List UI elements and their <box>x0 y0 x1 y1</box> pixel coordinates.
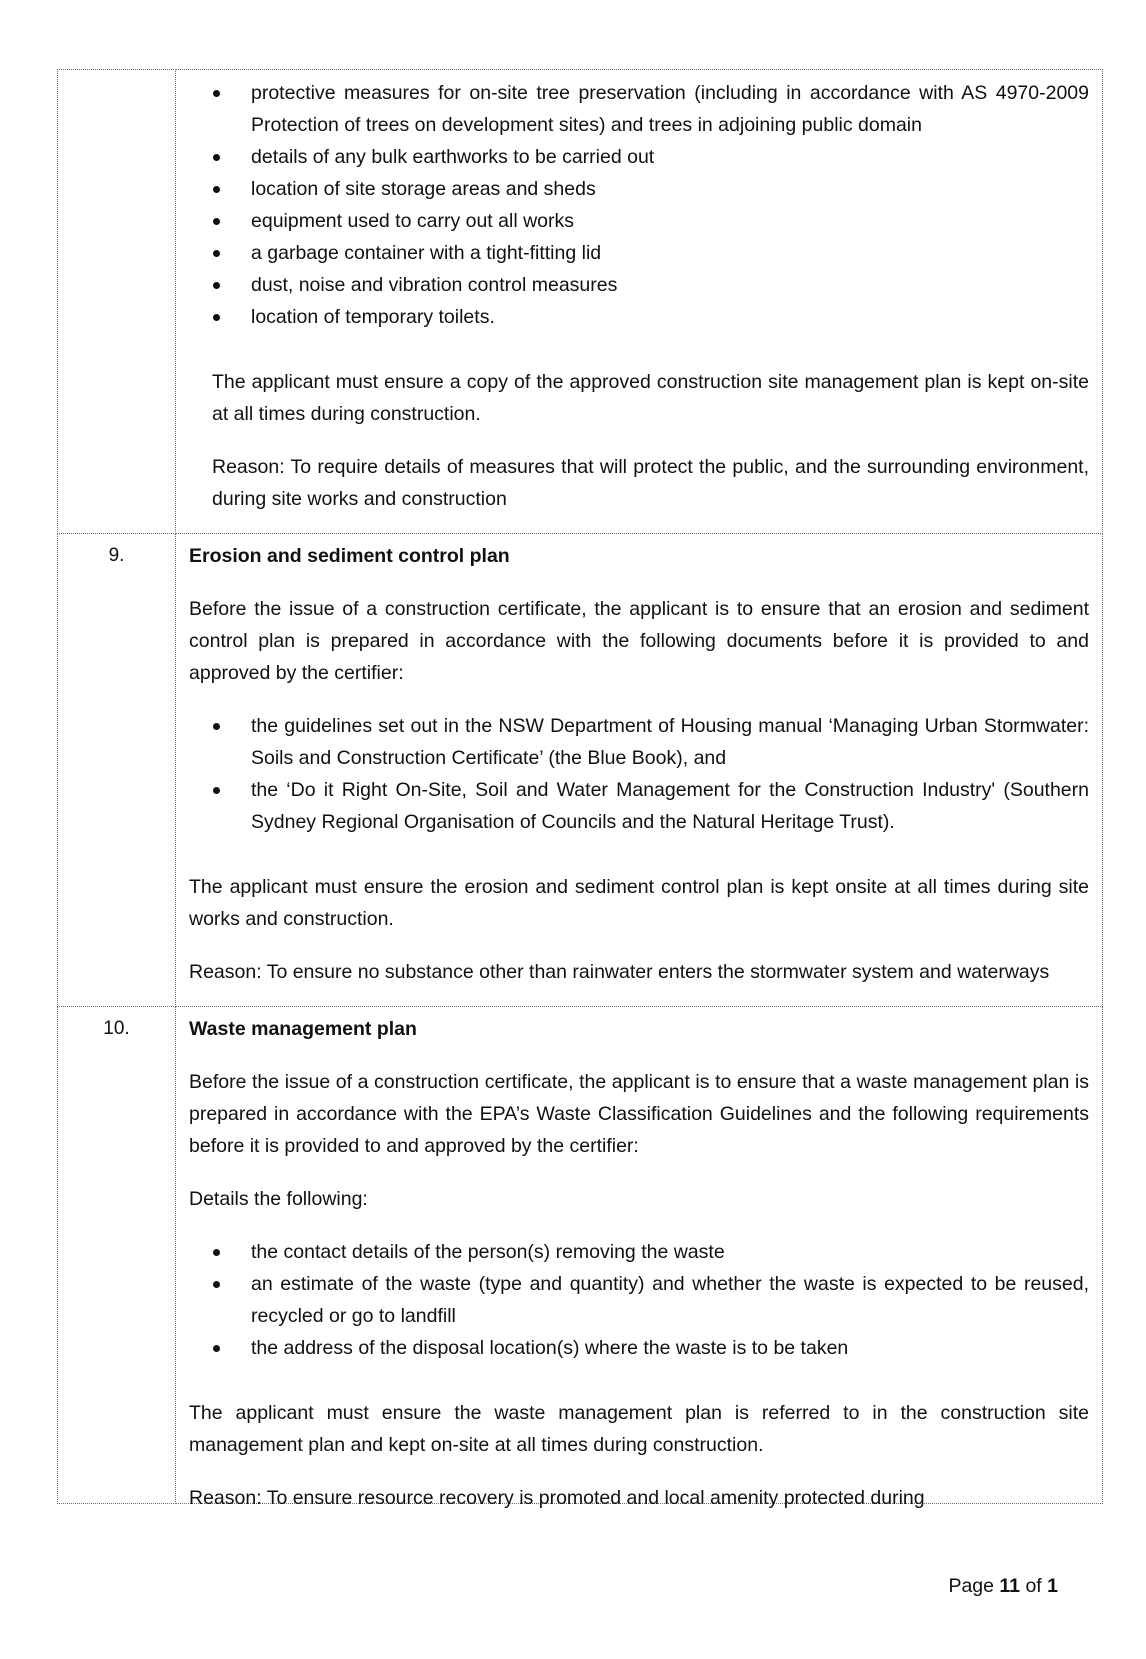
condition-number: 10. <box>58 1007 176 1504</box>
page-footer <box>948 1575 1058 1598</box>
condition-content-cell <box>176 70 1103 534</box>
conditions-table <box>57 69 1103 1509</box>
bullet-icon <box>213 787 220 794</box>
bullet-icon <box>213 1345 220 1352</box>
copy-onsite-paragraph: The applicant must ensure a copy of the approved construction site management plan is kept on-site at all times during construction. <box>212 371 1089 425</box>
condition-heading: Erosion and sediment control plan <box>189 545 510 567</box>
list-item: a garbage container with a tight-fitting lid <box>212 237 1089 269</box>
page-of-label: of <box>1025 1575 1042 1597</box>
keep-onsite-paragraph: The applicant must ensure the waste management plan is referred to in the construction site management plan and kept on-site at all times during construction. <box>189 1402 1089 1456</box>
list-item: an estimate of the waste (type and quantity) and whether the waste is expected to be reused, recycled or go to landfill <box>189 1268 1089 1332</box>
bullet-icon <box>213 1249 220 1256</box>
bullet-list <box>189 1236 1089 1364</box>
list-item: equipment used to carry out all works <box>212 205 1089 237</box>
details-label: Details the following: <box>189 1188 368 1210</box>
reason-paragraph: Reason: To ensure resource recovery is promoted and local amenity protected during <box>189 1487 925 1509</box>
list-item: details of any bulk earthworks to be carried out <box>212 141 1089 173</box>
bullet-list <box>189 710 1089 838</box>
bullet-list <box>212 77 1089 333</box>
keep-onsite-paragraph: The applicant must ensure the erosion and sediment control plan is kept onsite at all times during site works and construction. <box>189 876 1089 930</box>
condition-heading: Waste management plan <box>189 1018 417 1040</box>
bullet-icon <box>213 250 220 257</box>
intro-paragraph: Before the issue of a construction certificate, the applicant is to ensure that a waste management plan is prepared in accordance with the EPA’s Waste Classification Guidelines and the following requirements before it is provided to and approved by the certifier: <box>189 1071 1089 1157</box>
reason-paragraph: Reason: To require details of measures that will protect the public, and the surrounding environment, during site works and construction <box>212 456 1089 510</box>
condition-content-cell <box>176 1007 1103 1509</box>
list-item: location of temporary toilets. <box>212 301 1089 333</box>
page-label: Page <box>948 1575 994 1597</box>
reason-paragraph: Reason: To ensure no substance other than rainwater enters the stormwater system and waterways <box>189 961 1050 983</box>
bullet-icon <box>213 90 220 97</box>
page-number: 11 <box>999 1575 1021 1597</box>
condition-number: 9. <box>58 534 176 1007</box>
intro-paragraph: Before the issue of a construction certificate, the applicant is to ensure that an erosion and sediment control plan is prepared in accordance with the following documents before it is provided to and approved by the certifier: <box>189 598 1089 684</box>
bullet-icon <box>213 282 220 289</box>
bullet-icon <box>213 186 220 193</box>
page-total: 1 <box>1047 1575 1058 1597</box>
bullet-icon <box>213 723 220 730</box>
table-row <box>58 534 1103 1007</box>
list-item: the contact details of the person(s) removing the waste <box>189 1236 1089 1268</box>
list-item: location of site storage areas and sheds <box>212 173 1089 205</box>
list-item: dust, noise and vibration control measures <box>212 269 1089 301</box>
condition-number-cell <box>58 70 176 534</box>
list-item: the guidelines set out in the NSW Department of Housing manual ‘Managing Urban Stormwater: Soils and Construction Certificate’ (the Blue Book), and <box>189 710 1089 774</box>
bullet-icon <box>213 314 220 321</box>
list-item: protective measures for on-site tree preservation (including in accordance with AS 4970-2009 Protection of trees on development sites) and trees in adjoining public domain <box>212 77 1089 141</box>
list-item: the ‘Do it Right On-Site, Soil and Water Management for the Construction Industry' (Southern Sydney Regional Organisation of Councils and the Natural Heritage Trust). <box>189 774 1089 838</box>
table-row <box>58 1007 1103 1504</box>
bullet-icon <box>213 1281 220 1288</box>
condition-content-cell <box>176 534 1103 1007</box>
bullet-icon <box>213 154 220 161</box>
table-row <box>58 70 1103 534</box>
list-item: the address of the disposal location(s) where the waste is to be taken <box>189 1332 1089 1364</box>
bullet-icon <box>213 218 220 225</box>
